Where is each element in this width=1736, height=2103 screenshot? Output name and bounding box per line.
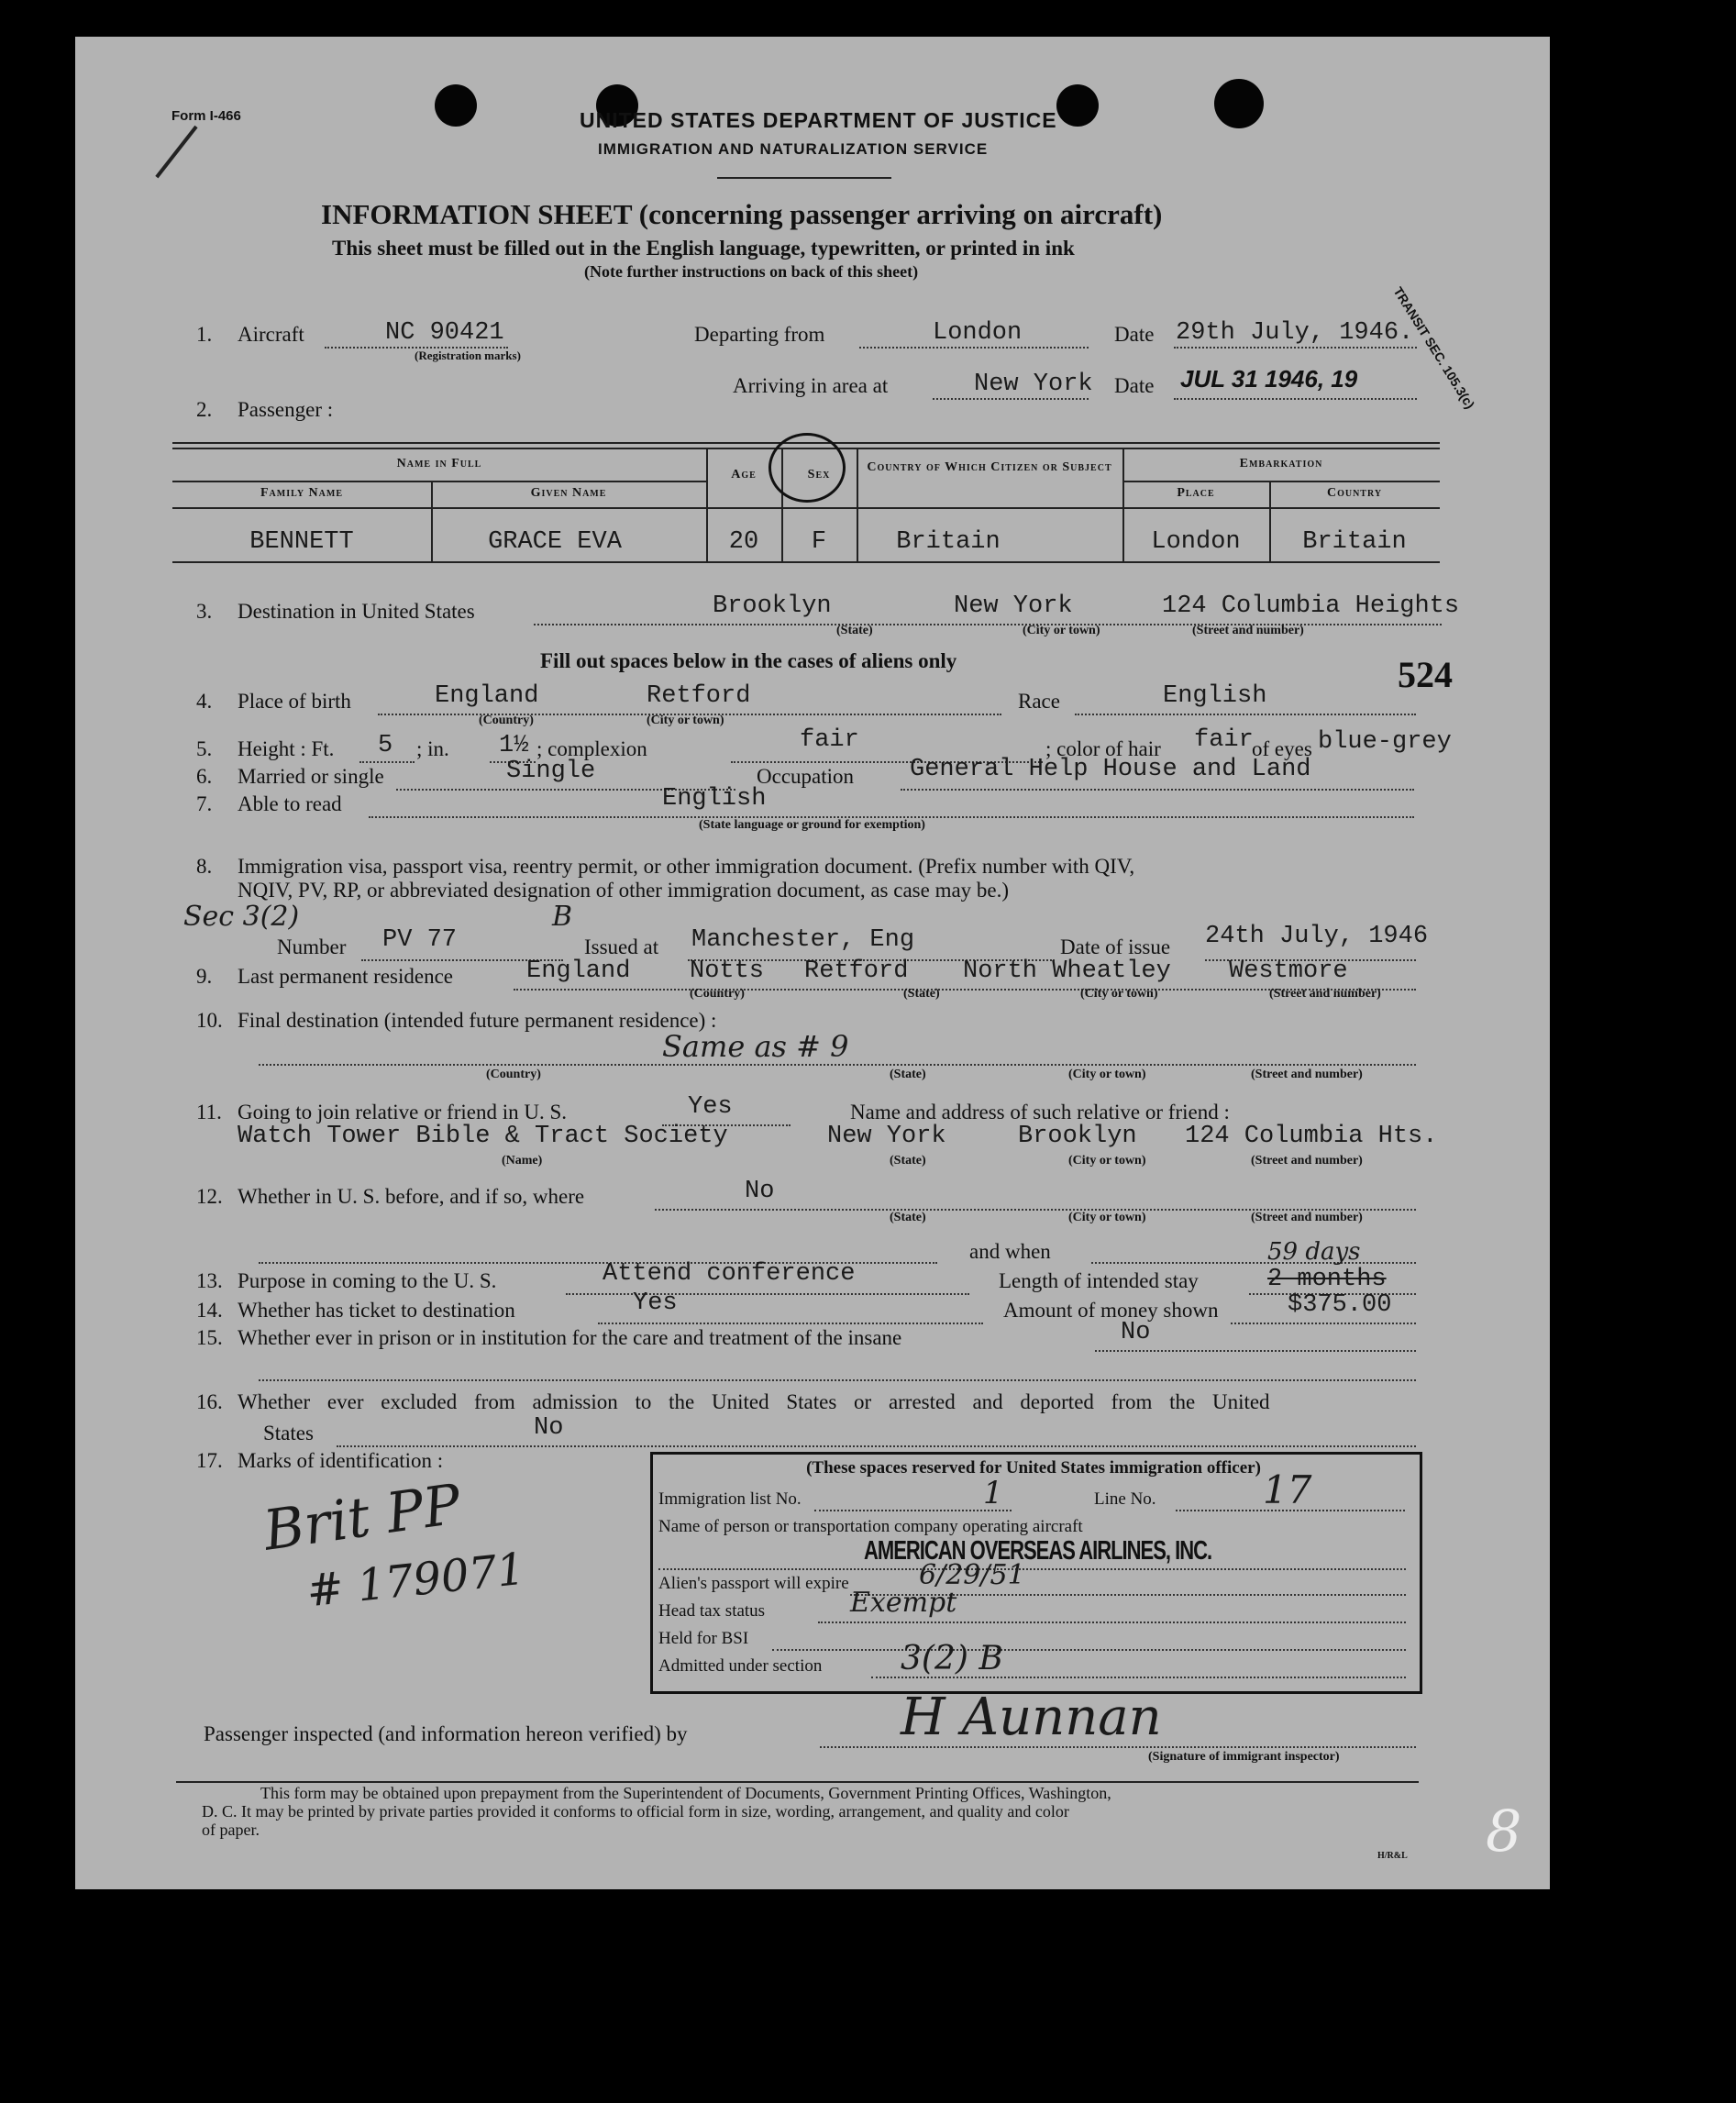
q16-number: 16. bbox=[196, 1390, 223, 1413]
list-number-label: Immigration list No. bbox=[658, 1489, 802, 1509]
pen-mark bbox=[155, 126, 197, 179]
occupation-value: General Help House and Land bbox=[910, 756, 1311, 783]
header-place: Place bbox=[1177, 486, 1215, 500]
prison-line-2 bbox=[259, 1379, 1416, 1381]
excluded-value: No bbox=[534, 1414, 564, 1442]
operator-line bbox=[658, 1568, 1406, 1570]
residence-village: North Wheatley bbox=[963, 957, 1171, 985]
destination-label: Destination in United States bbox=[238, 600, 475, 623]
embarkation-country-value: Britain bbox=[1302, 528, 1407, 556]
list-number-line bbox=[814, 1510, 1012, 1511]
q12-number: 12. bbox=[196, 1185, 223, 1208]
footer-line-2: D. C. It may be printed by private parties provided it conforms to official form in size, wording, arrangement, and quality and color bbox=[202, 1802, 1069, 1821]
issue-date-label: Date of issue bbox=[1060, 935, 1171, 958]
header-embarkation: Embarkation bbox=[1239, 457, 1323, 470]
purpose-value: Attend conference bbox=[603, 1260, 856, 1288]
caption-country: (Country) bbox=[479, 714, 534, 727]
caption-country: (Country) bbox=[486, 1068, 541, 1081]
q13-number: 13. bbox=[196, 1269, 223, 1292]
page-number-handwritten: 8 bbox=[1486, 1798, 1522, 1865]
date-label: Date bbox=[1114, 323, 1155, 346]
aircraft-value: NC 90421 bbox=[385, 319, 504, 347]
form-sheet bbox=[75, 37, 1550, 1889]
relative-address-label: Name and address of such relative or friend : bbox=[850, 1101, 1230, 1123]
ticket-value: Yes bbox=[633, 1289, 678, 1317]
registration-note: (Registration marks) bbox=[415, 349, 521, 362]
embarkation-place-value: London bbox=[1151, 528, 1241, 556]
file-code: 524 bbox=[1398, 654, 1453, 695]
header-country: Country bbox=[1326, 486, 1383, 500]
birth-country: England bbox=[435, 682, 539, 710]
purpose-line bbox=[566, 1293, 969, 1295]
departing-value: London bbox=[933, 319, 1023, 347]
q7-number: 7. bbox=[196, 792, 213, 815]
service-name: IMMIGRATION AND NATURALIZATION SERVICE bbox=[598, 140, 989, 158]
issue-date-value: 24th July, 1946 bbox=[1205, 923, 1429, 950]
q5-number: 5. bbox=[196, 737, 213, 760]
departing-label: Departing from bbox=[694, 323, 825, 346]
residence-city: Retford bbox=[804, 957, 909, 985]
departing-line bbox=[859, 347, 1089, 349]
caption-city: (City or town) bbox=[1068, 1211, 1146, 1224]
line-number-value: 17 bbox=[1263, 1467, 1312, 1512]
passport-expiry-value: 6/29/51 bbox=[919, 1559, 1025, 1591]
caption-city: (City or town) bbox=[647, 714, 724, 727]
stay-handwritten-value: 59 days bbox=[1267, 1238, 1361, 1266]
previous-visit-value: No bbox=[745, 1178, 775, 1205]
caption-city: (City or town) bbox=[1080, 987, 1158, 1001]
excluded-line bbox=[337, 1445, 1416, 1447]
identification-handwritten-1: Brit PP bbox=[260, 1472, 465, 1564]
header-age: Age bbox=[731, 468, 757, 481]
race-value: English bbox=[1163, 682, 1267, 710]
table-rule bbox=[172, 561, 1440, 563]
feet-line bbox=[359, 761, 415, 763]
caption-street: (Street and number) bbox=[1251, 1068, 1363, 1081]
bsi-label: Held for BSI bbox=[658, 1629, 749, 1648]
q2-number: 2. bbox=[196, 398, 213, 421]
visa-instruction: Immigration visa, passport visa, reentry permit, or other immigration document. (Prefix number with QIV, bbox=[238, 855, 1135, 878]
caption-name: (Name) bbox=[502, 1154, 543, 1168]
table-rule bbox=[1122, 481, 1440, 482]
read-note: (State language or ground for exemption) bbox=[699, 818, 925, 832]
visa-number-value: PV 77 bbox=[382, 926, 458, 954]
identification-label: Marks of identification : bbox=[238, 1449, 444, 1472]
print-code: H/R&L bbox=[1377, 1851, 1408, 1861]
visa-number-suffix: B bbox=[552, 901, 573, 933]
purpose-label: Purpose in coming to the U. S. bbox=[238, 1269, 497, 1292]
height-feet: 5 bbox=[378, 732, 393, 759]
admitted-section-value: 3(2) B bbox=[901, 1640, 1003, 1677]
aircraft-label: Aircraft bbox=[238, 323, 304, 346]
officer-box-title: (These spaces reserved for United States immigration officer) bbox=[806, 1458, 1261, 1478]
when-line bbox=[1091, 1262, 1416, 1264]
footer-line-1: This form may be obtained upon prepayment from the Superintendent of Documents, Government Printing Offices, Washington, bbox=[260, 1784, 1111, 1802]
relative-city: Brooklyn bbox=[1018, 1123, 1137, 1150]
occupation-label: Occupation bbox=[757, 765, 855, 788]
department-name: UNITED STATES DEPARTMENT OF JUSTICE bbox=[580, 108, 1057, 132]
residence-country: England bbox=[526, 957, 631, 985]
line-number-label: Line No. bbox=[1094, 1489, 1156, 1509]
stay-struck-value: 2 months bbox=[1267, 1266, 1387, 1293]
admitted-section-label: Admitted under section bbox=[658, 1656, 823, 1676]
final-destination-line bbox=[259, 1064, 1416, 1066]
prison-line bbox=[1095, 1350, 1416, 1352]
issued-at-value: Manchester, Eng bbox=[691, 926, 915, 954]
arriving-line bbox=[933, 398, 1089, 400]
inspection-label: Passenger inspected (and information hereon verified) by bbox=[204, 1722, 688, 1745]
prison-label: Whether ever in prison or in institution for the care and treatment of the insane bbox=[238, 1326, 902, 1349]
punch-hole bbox=[1056, 84, 1099, 127]
q6-number: 6. bbox=[196, 765, 213, 788]
hair-label: ; color of hair bbox=[1045, 737, 1161, 760]
q4-number: 4. bbox=[196, 690, 213, 713]
header-given-name: Given Name bbox=[530, 486, 607, 500]
residence-label: Last permanent residence bbox=[238, 965, 453, 988]
form-number: Form I-466 bbox=[171, 108, 241, 124]
head-tax-line bbox=[818, 1622, 1406, 1623]
head-tax-label: Head tax status bbox=[658, 1601, 766, 1621]
residence-state: Notts bbox=[690, 957, 765, 985]
relative-state: New York bbox=[827, 1123, 946, 1150]
caption-street: (Street and number) bbox=[1192, 624, 1304, 637]
header-rule bbox=[717, 177, 891, 179]
caption-state: (State) bbox=[890, 1154, 926, 1168]
occupation-line bbox=[901, 789, 1414, 791]
caption-street: (Street and number) bbox=[1251, 1154, 1363, 1168]
given-name-value: GRACE EVA bbox=[488, 528, 622, 556]
punch-hole bbox=[1214, 79, 1264, 128]
marital-label: Married or single bbox=[238, 765, 384, 788]
join-relative-label: Going to join relative or friend in U. S. bbox=[238, 1101, 567, 1123]
caption-state: (State) bbox=[836, 624, 873, 637]
list-number-value: 1 bbox=[983, 1475, 1003, 1511]
date-value: 29th July, 1946. bbox=[1176, 319, 1414, 347]
sex-circle-mark bbox=[768, 433, 846, 503]
arrival-date-stamp: JUL 31 1946, 19 bbox=[1180, 365, 1358, 393]
marital-value: Single bbox=[506, 758, 596, 785]
identification-handwritten-2: # 179071 bbox=[304, 1543, 527, 1618]
passport-expiry-label: Alien's passport will expire bbox=[658, 1574, 849, 1593]
stay-label: Length of intended stay bbox=[999, 1269, 1199, 1292]
relative-name: Watch Tower Bible & Tract Society bbox=[238, 1123, 728, 1150]
excluded-label-2: States bbox=[263, 1422, 314, 1444]
date-line bbox=[1174, 347, 1417, 349]
footer-rule bbox=[176, 1781, 1419, 1783]
hair-value: fair bbox=[1194, 726, 1254, 754]
money-label: Amount of money shown bbox=[1003, 1299, 1219, 1322]
footer-line-3: of paper. bbox=[202, 1821, 260, 1839]
read-label: Able to read bbox=[238, 792, 342, 815]
relative-street: 124 Columbia Hts. bbox=[1185, 1123, 1438, 1150]
q1-number: 1. bbox=[196, 323, 213, 346]
final-destination-value: Same as # 9 bbox=[662, 1029, 849, 1064]
read-value: English bbox=[662, 785, 767, 813]
destination-street: 124 Columbia Heights bbox=[1162, 592, 1460, 620]
aliens-note: Fill out spaces below in the cases of aliens only bbox=[540, 649, 957, 672]
caption-state: (State) bbox=[903, 987, 940, 1001]
header-family-name: Family Name bbox=[260, 486, 344, 500]
q8-number: 8. bbox=[196, 855, 213, 878]
age-value: 20 bbox=[728, 528, 759, 556]
caption-state: (State) bbox=[890, 1068, 926, 1081]
sex-value: F bbox=[811, 528, 827, 556]
when-label: and when bbox=[969, 1240, 1051, 1263]
inspector-signature: H Aunnan bbox=[901, 1688, 1162, 1747]
header-sex: Sex bbox=[807, 468, 831, 481]
bsi-line bbox=[772, 1649, 1406, 1651]
passenger-label: Passenger : bbox=[238, 398, 334, 421]
complexion-value: fair bbox=[800, 726, 859, 754]
caption-city: (City or town) bbox=[1068, 1154, 1146, 1168]
operator-label: Name of person or transportation company operating aircraft bbox=[658, 1517, 1083, 1536]
caption-state: (State) bbox=[890, 1211, 926, 1224]
race-label: Race bbox=[1018, 690, 1060, 713]
header-citizenship: Country of Which Citizen or Subject bbox=[867, 460, 1112, 474]
height-label: Height : Ft. bbox=[238, 737, 335, 760]
excluded-label: Whether ever excluded from admission to the United States or arrested and deported from the United bbox=[238, 1390, 1270, 1413]
issued-at-label: Issued at bbox=[584, 935, 659, 958]
join-relative-value: Yes bbox=[688, 1093, 733, 1121]
form-instruction: This sheet must be filled out in the English language, typewritten, or printed in ink bbox=[332, 237, 1075, 260]
eyes-label: of eyes bbox=[1252, 737, 1312, 760]
previous-visit-label: Whether in U. S. before, and if so, where bbox=[238, 1185, 585, 1208]
residence-street: Westmore bbox=[1229, 957, 1348, 985]
q10-number: 10. bbox=[196, 1009, 223, 1032]
arriving-label: Arriving in area at bbox=[733, 374, 889, 397]
form-note: (Note further instructions on back of this sheet) bbox=[584, 262, 919, 281]
caption-street: (Street and number) bbox=[1269, 987, 1381, 1001]
q3-number: 3. bbox=[196, 600, 213, 623]
form-title: INFORMATION SHEET (concerning passenger arriving on aircraft) bbox=[321, 198, 1163, 230]
citizen-value: Britain bbox=[896, 528, 1001, 556]
eyes-value: blue-grey bbox=[1318, 728, 1452, 756]
caption-street: (Street and number) bbox=[1251, 1211, 1363, 1224]
visa-number-label: Number bbox=[277, 935, 347, 958]
signature-caption: (Signature of immigrant inspector) bbox=[1148, 1750, 1340, 1764]
head-tax-value: Exempt bbox=[850, 1587, 957, 1619]
q14-number: 14. bbox=[196, 1299, 223, 1322]
visa-instruction-2: NQIV, PV, RP, or abbreviated designation of other immigration document, as case may be.) bbox=[238, 879, 1010, 902]
punch-hole bbox=[435, 84, 477, 127]
destination-city: New York bbox=[954, 592, 1073, 620]
race-line bbox=[1075, 714, 1416, 715]
birth-city: Retford bbox=[647, 682, 751, 710]
family-name-value: BENNETT bbox=[249, 528, 354, 556]
q15-number: 15. bbox=[196, 1326, 223, 1349]
destination-state: Brooklyn bbox=[713, 592, 832, 620]
ticket-label: Whether has ticket to destination bbox=[238, 1299, 515, 1322]
caption-city: (City or town) bbox=[1023, 624, 1100, 637]
q9-number: 9. bbox=[196, 965, 213, 988]
prison-value: No bbox=[1121, 1319, 1151, 1346]
handwritten-section: Sec 3(2) bbox=[183, 901, 300, 933]
q11-number: 11. bbox=[196, 1101, 222, 1123]
table-rule bbox=[172, 507, 1440, 509]
complexion-label: ; complexion bbox=[536, 737, 647, 760]
arriving-value: New York bbox=[974, 371, 1093, 398]
birthplace-label: Place of birth bbox=[238, 690, 351, 713]
airline-stamp: AMERICAN OVERSEAS AIRLINES, INC. bbox=[864, 1535, 1212, 1566]
money-line bbox=[1231, 1323, 1416, 1324]
inches-label: ; in. bbox=[416, 737, 449, 760]
ticket-line bbox=[598, 1323, 983, 1324]
height-inches: 1½ bbox=[499, 732, 529, 759]
caption-country: (Country) bbox=[690, 987, 745, 1001]
header-name-in-full: Name in Full bbox=[396, 457, 482, 470]
table-rule bbox=[172, 481, 706, 482]
money-value: $375.00 bbox=[1288, 1291, 1392, 1319]
transit-stamp: TRANSIT SEC. 105.3(c) bbox=[1390, 284, 1478, 412]
arrival-date-line bbox=[1174, 398, 1417, 400]
final-destination-label: Final destination (intended future permanent residence) : bbox=[238, 1009, 717, 1032]
destination-line bbox=[534, 624, 1442, 625]
arrival-date-label: Date bbox=[1114, 374, 1155, 397]
q17-number: 17. bbox=[196, 1449, 223, 1472]
caption-city: (City or town) bbox=[1068, 1068, 1146, 1081]
